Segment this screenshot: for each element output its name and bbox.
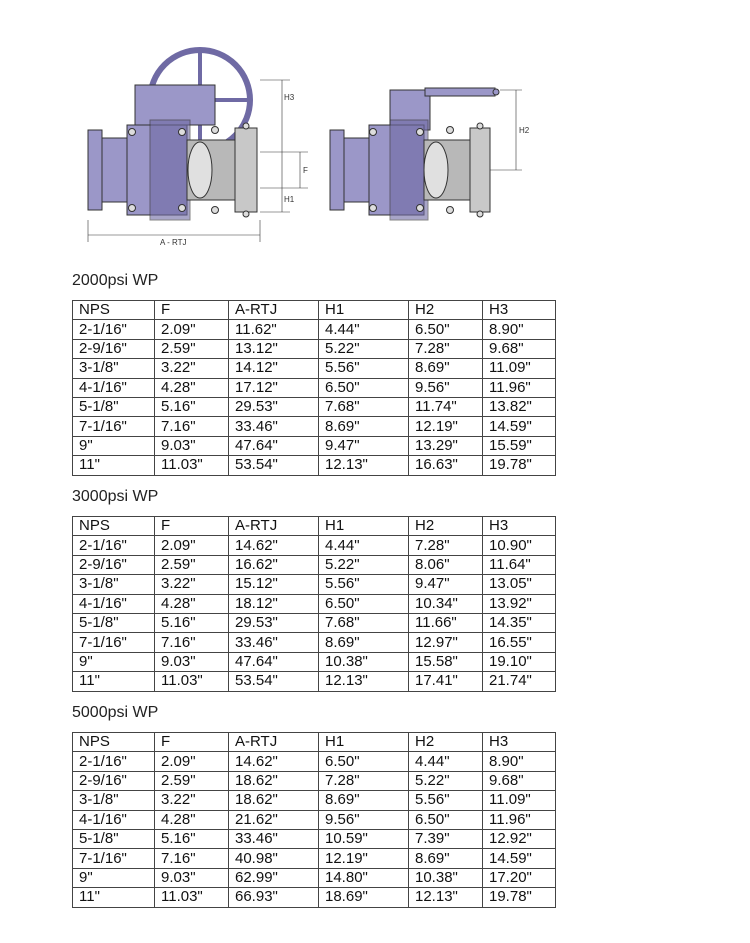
table-row (73, 752, 556, 771)
table-cell: 40.98" (229, 849, 319, 868)
table-row (73, 320, 556, 339)
table-title: 2000psi WP (72, 272, 159, 289)
column-header: NPS (73, 733, 155, 752)
table-cell: 2.09" (155, 752, 229, 771)
table-row (73, 849, 556, 868)
table-cell: 2.59" (155, 555, 229, 574)
table-cell: 21.62" (229, 810, 319, 829)
table-cell: 11" (73, 888, 155, 907)
table-cell: 4.44" (319, 536, 409, 555)
table-cell: 12.92" (483, 829, 556, 848)
table-cell: 4-1/16" (73, 810, 155, 829)
table-cell: 15.12" (229, 575, 319, 594)
table-cell: 12.19" (409, 417, 483, 436)
table-cell: 2-1/16" (73, 536, 155, 555)
table-cell: 3.22" (155, 575, 229, 594)
table-cell: 5.22" (319, 555, 409, 574)
table-cell: 4.44" (319, 320, 409, 339)
table-cell: 9" (73, 652, 155, 671)
table-cell: 11.96" (483, 810, 556, 829)
table-cell: 6.50" (319, 594, 409, 613)
column-header: H2 (409, 733, 483, 752)
spec-table-3000psi (72, 516, 556, 692)
table-cell: 9.56" (319, 810, 409, 829)
h1-dimension-label: H1 (284, 195, 295, 204)
table-cell: 14.59" (483, 417, 556, 436)
table-cell: 12.97" (409, 633, 483, 652)
table-cell: 4-1/16" (73, 594, 155, 613)
table-cell: 18.62" (229, 771, 319, 790)
table-row (73, 868, 556, 887)
table-row (73, 555, 556, 574)
column-header: H2 (409, 301, 483, 320)
column-header: NPS (73, 301, 155, 320)
f-dimension-label: F (303, 166, 308, 175)
column-header: F (155, 517, 229, 536)
table-cell: 11.62" (229, 320, 319, 339)
column-header: H3 (483, 517, 556, 536)
table-cell: 62.99" (229, 868, 319, 887)
table-cell: 3-1/8" (73, 791, 155, 810)
table-cell: 17.12" (229, 378, 319, 397)
table-cell: 17.41" (409, 672, 483, 691)
column-header: H1 (319, 517, 409, 536)
table-cell: 4-1/16" (73, 378, 155, 397)
table-cell: 8.69" (409, 359, 483, 378)
gear-operated-valve (88, 50, 308, 247)
table-cell: 7.68" (319, 397, 409, 416)
table-cell: 9.56" (409, 378, 483, 397)
table-row (73, 652, 556, 671)
table-cell: 5.16" (155, 613, 229, 632)
column-header: A-RTJ (229, 517, 319, 536)
table-row (73, 397, 556, 416)
table-cell: 15.58" (409, 652, 483, 671)
table-cell: 29.53" (229, 397, 319, 416)
table-row (73, 339, 556, 358)
table-cell: 11.09" (483, 359, 556, 378)
table-row (73, 594, 556, 613)
table-cell: 9.68" (483, 771, 556, 790)
table-cell: 11.64" (483, 555, 556, 574)
table-row (73, 378, 556, 397)
table-cell: 33.46" (229, 417, 319, 436)
table-cell: 5-1/8" (73, 613, 155, 632)
table-cell: 5-1/8" (73, 397, 155, 416)
table-cell: 10.38" (409, 868, 483, 887)
table-cell: 6.50" (409, 320, 483, 339)
spec-table-2000psi (72, 300, 556, 476)
table-cell: 19.78" (483, 456, 556, 475)
table-cell: 6.50" (409, 810, 483, 829)
table-cell: 7.68" (319, 613, 409, 632)
table-cell: 2.09" (155, 536, 229, 555)
table-cell: 4.28" (155, 594, 229, 613)
table-cell: 2.59" (155, 771, 229, 790)
table-cell: 12.13" (319, 672, 409, 691)
spec-table-5000psi (72, 732, 556, 908)
table-cell: 7-1/16" (73, 633, 155, 652)
table-cell: 5.56" (319, 575, 409, 594)
table-cell: 16.62" (229, 555, 319, 574)
table-title: 3000psi WP (72, 488, 159, 505)
table-cell: 18.62" (229, 791, 319, 810)
table-cell: 10.59" (319, 829, 409, 848)
table-cell: 11.96" (483, 378, 556, 397)
table-cell: 10.38" (319, 652, 409, 671)
table-cell: 18.12" (229, 594, 319, 613)
table-cell: 7.28" (409, 339, 483, 358)
table-cell: 14.59" (483, 849, 556, 868)
table-row (73, 456, 556, 475)
table-cell: 16.63" (409, 456, 483, 475)
table-cell: 6.50" (319, 378, 409, 397)
table-cell: 53.54" (229, 672, 319, 691)
table-cell: 14.62" (229, 536, 319, 555)
column-header: A-RTJ (229, 301, 319, 320)
table-cell: 21.74" (483, 672, 556, 691)
table-cell: 11.03" (155, 672, 229, 691)
table-cell: 13.05" (483, 575, 556, 594)
table-cell: 13.82" (483, 397, 556, 416)
table-cell: 11.74" (409, 397, 483, 416)
table-row (73, 417, 556, 436)
table-cell: 3.22" (155, 791, 229, 810)
table-cell: 9.03" (155, 436, 229, 455)
column-header: H2 (409, 517, 483, 536)
table-cell: 17.20" (483, 868, 556, 887)
table-cell: 47.64" (229, 436, 319, 455)
a-rtj-dimension-label: A - RTJ (160, 238, 187, 247)
table-cell: 11.03" (155, 456, 229, 475)
table-cell: 13.92" (483, 594, 556, 613)
table-row (73, 613, 556, 632)
table-title: 5000psi WP (72, 704, 159, 721)
table-cell: 8.06" (409, 555, 483, 574)
h3-dimension-label: H3 (284, 93, 295, 102)
column-header: F (155, 733, 229, 752)
column-header: H1 (319, 733, 409, 752)
table-cell: 8.90" (483, 752, 556, 771)
table-header-row (73, 517, 556, 536)
valve-dimension-drawing (60, 30, 540, 265)
table-cell: 7-1/16" (73, 849, 155, 868)
table-cell: 5.16" (155, 829, 229, 848)
table-row (73, 575, 556, 594)
table-cell: 14.12" (229, 359, 319, 378)
table-cell: 7.39" (409, 829, 483, 848)
table-header-row (73, 733, 556, 752)
table-cell: 9" (73, 868, 155, 887)
table-row (73, 633, 556, 652)
table-cell: 9.68" (483, 339, 556, 358)
table-row (73, 829, 556, 848)
table-cell: 13.12" (229, 339, 319, 358)
table-cell: 12.13" (409, 888, 483, 907)
table-cell: 33.46" (229, 633, 319, 652)
table-cell: 11" (73, 672, 155, 691)
table-cell: 8.69" (409, 849, 483, 868)
table-cell: 53.54" (229, 456, 319, 475)
table-cell: 19.10" (483, 652, 556, 671)
table-cell: 10.90" (483, 536, 556, 555)
table-cell: 3-1/8" (73, 575, 155, 594)
table-cell: 12.19" (319, 849, 409, 868)
column-header: NPS (73, 517, 155, 536)
table-cell: 7.28" (409, 536, 483, 555)
table-cell: 19.78" (483, 888, 556, 907)
table-cell: 16.55" (483, 633, 556, 652)
table-cell: 47.64" (229, 652, 319, 671)
column-header: F (155, 301, 229, 320)
column-header: H1 (319, 301, 409, 320)
table-row (73, 771, 556, 790)
table-cell: 8.90" (483, 320, 556, 339)
table-cell: 11.66" (409, 613, 483, 632)
table-cell: 9.03" (155, 652, 229, 671)
table-cell: 14.62" (229, 752, 319, 771)
table-cell: 15.59" (483, 436, 556, 455)
table-cell: 4.28" (155, 378, 229, 397)
table-cell: 7-1/16" (73, 417, 155, 436)
table-cell: 14.35" (483, 613, 556, 632)
lever-operated-valve (330, 88, 530, 220)
table-cell: 5.22" (319, 339, 409, 358)
table-cell: 5-1/8" (73, 829, 155, 848)
h2-dimension-label: H2 (519, 126, 530, 135)
table-cell: 2-9/16" (73, 339, 155, 358)
table-cell: 7.16" (155, 849, 229, 868)
table-cell: 13.29" (409, 436, 483, 455)
column-header: H3 (483, 301, 556, 320)
table-cell: 7.16" (155, 633, 229, 652)
table-cell: 5.16" (155, 397, 229, 416)
table-cell: 2-9/16" (73, 771, 155, 790)
table-row (73, 672, 556, 691)
table-cell: 3-1/8" (73, 359, 155, 378)
table-cell: 9" (73, 436, 155, 455)
table-cell: 18.69" (319, 888, 409, 907)
table-cell: 4.28" (155, 810, 229, 829)
table-cell: 11.09" (483, 791, 556, 810)
table-header-row (73, 301, 556, 320)
table-cell: 10.34" (409, 594, 483, 613)
table-cell: 33.46" (229, 829, 319, 848)
table-cell: 12.13" (319, 456, 409, 475)
table-cell: 2-1/16" (73, 752, 155, 771)
table-cell: 2-9/16" (73, 555, 155, 574)
table-cell: 2.59" (155, 339, 229, 358)
table-cell: 3.22" (155, 359, 229, 378)
table-row (73, 359, 556, 378)
table-cell: 9.47" (409, 575, 483, 594)
table-row (73, 436, 556, 455)
table-cell: 9.03" (155, 868, 229, 887)
column-header: H3 (483, 733, 556, 752)
table-cell: 8.69" (319, 417, 409, 436)
table-cell: 5.22" (409, 771, 483, 790)
column-header: A-RTJ (229, 733, 319, 752)
table-cell: 2-1/16" (73, 320, 155, 339)
table-cell: 6.50" (319, 752, 409, 771)
table-cell: 7.16" (155, 417, 229, 436)
table-cell: 7.28" (319, 771, 409, 790)
table-cell: 5.56" (409, 791, 483, 810)
table-row (73, 536, 556, 555)
table-cell: 11" (73, 456, 155, 475)
table-cell: 5.56" (319, 359, 409, 378)
table-cell: 2.09" (155, 320, 229, 339)
table-cell: 8.69" (319, 633, 409, 652)
table-cell: 9.47" (319, 436, 409, 455)
table-cell: 11.03" (155, 888, 229, 907)
table-cell: 66.93" (229, 888, 319, 907)
table-cell: 4.44" (409, 752, 483, 771)
table-cell: 14.80" (319, 868, 409, 887)
table-cell: 29.53" (229, 613, 319, 632)
table-row (73, 888, 556, 907)
table-row (73, 810, 556, 829)
table-cell: 8.69" (319, 791, 409, 810)
table-row (73, 791, 556, 810)
